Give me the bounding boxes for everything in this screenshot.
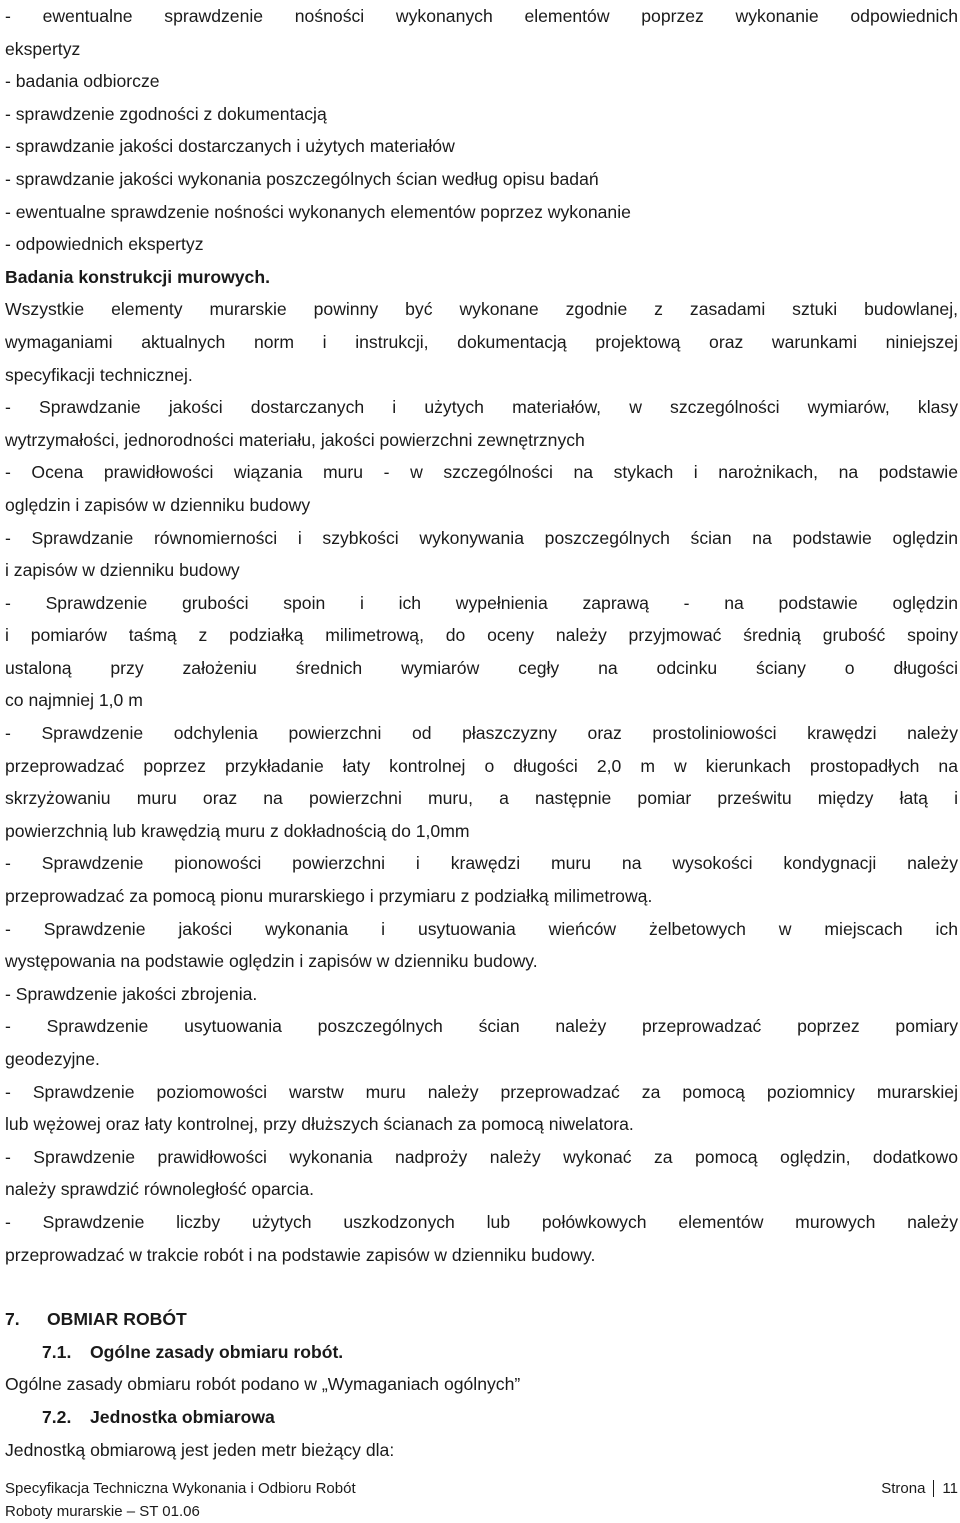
text-line: - Sprawdzenie odchylenia powierzchni od płaszczyzny oraz prostoliniowości krawędzi należy (5, 723, 958, 744)
text-line: - sprawdzenie zgodności z dokumentacją (5, 103, 327, 124)
section-title: OBMIAR ROBÓT (47, 1309, 187, 1330)
footer-row (5, 1477, 958, 1500)
section-number: 7.2. (42, 1406, 72, 1427)
text-line: - ewentualne sprawdzenie nośności wykonanych elementów poprzez wykonanie (5, 201, 631, 222)
section-7-2-heading (5, 1401, 958, 1434)
text-line: - sprawdzanie jakości dostarczanych i użytych materiałów (5, 136, 455, 157)
text-line: i pomiarów taśmą z podziałką milimetrową, do oceny należy przyjmować średnią grubość spoiny (5, 625, 958, 646)
text-line: przeprowadzać za pomocą pionu murarskiego i przymiaru z podziałką milimetrową. (5, 886, 653, 907)
page-separator (933, 1480, 934, 1497)
text-line: co najmniej 1,0 m (5, 690, 143, 711)
page-number: 11 (942, 1480, 958, 1497)
text-line: przeprowadzać w trakcie robót i na podstawie zapisów w dzienniku budowy. (5, 1244, 596, 1265)
text-line: - Sprawdzenie liczby użytych uszkodzonych lub połówkowych elementów murowych należy (5, 1211, 958, 1232)
text-line: Wszystkie elementy murarskie powinny być wykonane zgodnie z zasadami sztuki budowlanej, (5, 299, 958, 320)
text-line: - Sprawdzenie jakości zbrojenia. (5, 983, 258, 1004)
text-line: i zapisów w dzienniku budowy (5, 560, 240, 581)
page-label: Strona (881, 1480, 926, 1497)
text-line: - Sprawdzenie grubości spoin i ich wypełnienia zaprawą - na podstawie oględzin (5, 592, 958, 613)
text-line: - Sprawdzenie jakości wykonania i usytuowania wieńców żelbetowych w miejscach ich (5, 918, 958, 939)
section-7-heading (5, 1303, 958, 1336)
text-line: występowania na podstawie oględzin i zapisów w dzienniku budowy. (5, 951, 538, 972)
text-line: geodezyjne. (5, 1049, 100, 1069)
footer-doc-title: Specyfikacja Techniczna Wykonania i Odbioru Robót (5, 1480, 356, 1497)
text-line: specyfikacji technicznej. (5, 364, 193, 385)
text-line: - Sprawdzenie prawidłowości wykonania nadproży należy wykonać za pomocą oględzin, dodatkowo (5, 1146, 958, 1167)
page-footer (5, 1477, 958, 1523)
text-line: należy sprawdzić równoległość oparcia. (5, 1179, 315, 1200)
text-line: - odpowiednich ekspertyz (5, 234, 204, 255)
page-indicator (881, 1477, 958, 1500)
text-line: - Ocena prawidłowości wiązania muru - w szczególności na stykach i narożnikach, na podstawie (5, 462, 958, 483)
text-line: Ogólne zasady obmiaru robót podano w „Wymaganiach ogólnych” (5, 1374, 521, 1395)
text-line: powierzchnią lub krawędzią muru z dokładnością do 1,0mm (5, 820, 470, 841)
spacer (5, 1271, 958, 1303)
section-title: Ogólne zasady obmiaru robót. (90, 1341, 344, 1362)
text-line: Jednostką obmiarową jest jeden metr bieżący dla: (5, 1439, 395, 1460)
section-heading: Badania konstrukcji murowych. (5, 266, 270, 287)
section-number: 7. (5, 1309, 20, 1330)
text-line: oględzin i zapisów w dzienniku budowy (5, 494, 311, 515)
text-line: wymaganiami aktualnych norm i instrukcji, dokumentacją projektową oraz warunkami niniejszej (5, 331, 958, 352)
text-line: - ewentualne sprawdzenie nośności wykonanych elementów poprzez wykonanie odpowiednich (5, 6, 958, 26)
text-line: - Sprawdzenie pionowości powierzchni i krawędzi muru na wysokości kondygnacji należy (5, 853, 958, 874)
text-line: - badania odbiorcze (5, 71, 160, 92)
text-line: - Sprawdzanie równomierności i szybkości wykonywania poszczególnych ścian na podstawie oględzin (5, 527, 958, 548)
footer-doc-code: Roboty murarskie – ST 01.06 (5, 1503, 200, 1520)
text-line: - sprawdzanie jakości wykonania poszczególnych ścian według opisu badań (5, 168, 599, 189)
text-line: - Sprawdzenie poziomowości warstw muru należy przeprowadzać za pomocą poziomnicy murarskiej (5, 1081, 958, 1102)
text-line: ekspertyz (5, 38, 81, 59)
section-7-1-heading (5, 1336, 958, 1369)
text-line: - Sprawdzanie jakości dostarczanych i użytych materiałów, w szczególności wymiarów, klasy (5, 397, 958, 418)
text-line: - Sprawdzenie usytuowania poszczególnych ścian należy przeprowadzać poprzez pomiary (5, 1016, 958, 1037)
text-line: lub wężowej oraz łaty kontrolnej, przy dłuższych ścianach za pomocą niwelatora. (5, 1114, 634, 1135)
document-page (5, 0, 958, 1466)
text-line: ustaloną przy założeniu średnich wymiarów cegły na odcinku ściany o długości (5, 657, 958, 678)
section-number: 7.1. (42, 1341, 72, 1362)
text-line: przeprowadzać poprzez przykładanie łaty kontrolnej o długości 2,0 m w kierunkach prostopadłych na (5, 755, 958, 776)
section-title: Jednostka obmiarowa (90, 1406, 275, 1427)
text-line: wytrzymałości, jednorodności materiału, jakości powierzchni zewnętrznych (5, 429, 585, 450)
text-line: skrzyżowaniu muru oraz na powierzchni muru, a następnie pomiar prześwitu między łatą i (5, 788, 958, 809)
